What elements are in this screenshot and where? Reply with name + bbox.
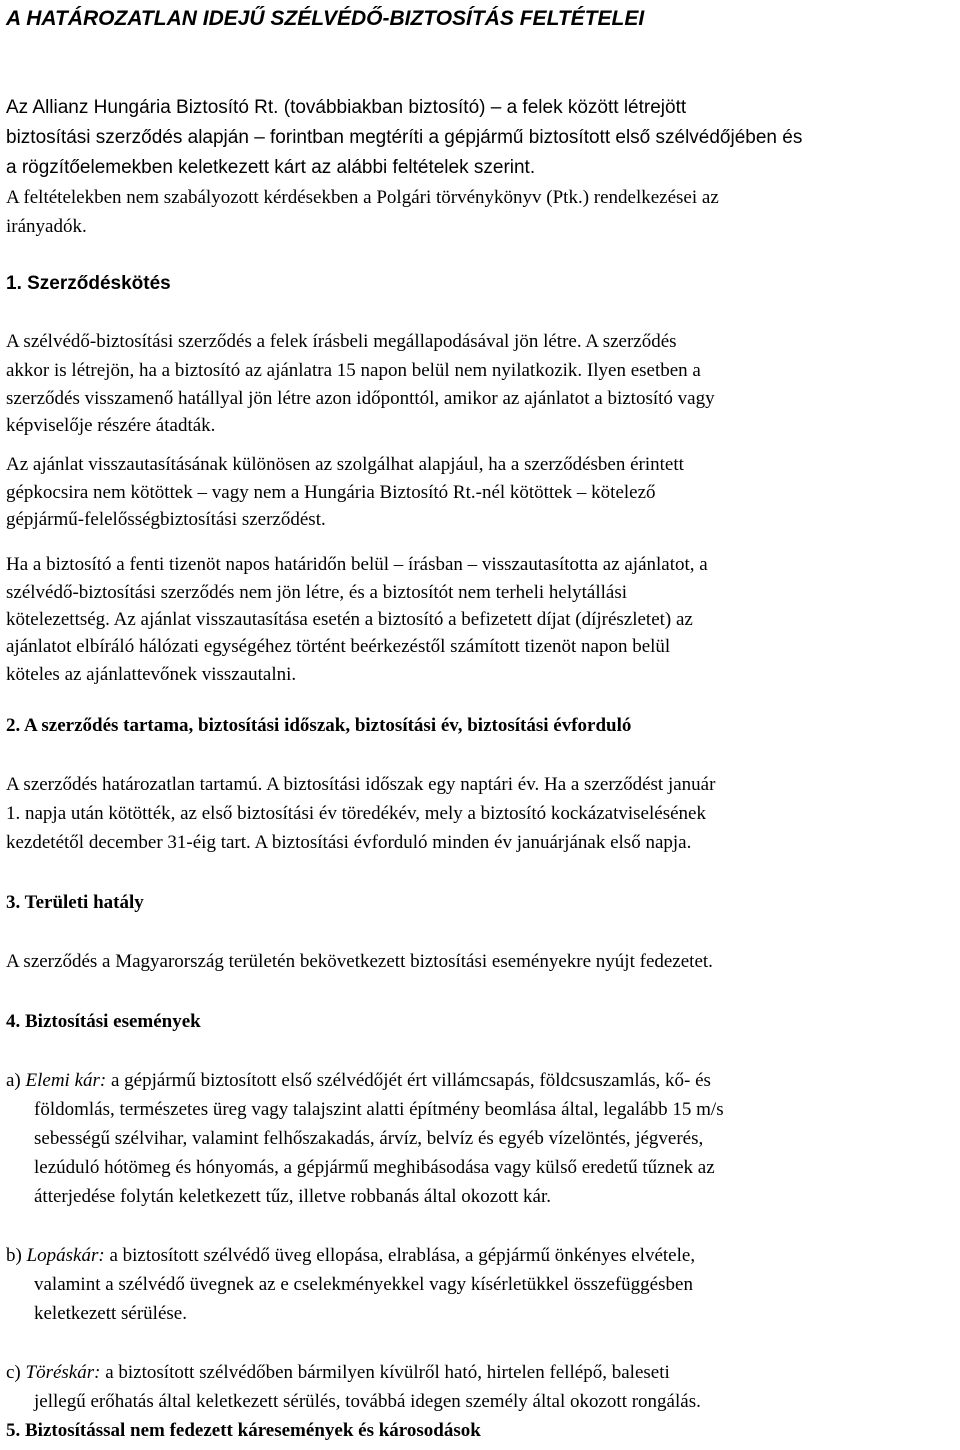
section-heading: 5. Biztosítással nem fedezett káresemények és károsodások bbox=[6, 1420, 481, 1441]
intro-line: biztosítási szerződés alapján – forintban megtéríti a gépjármű biztosított első szélvédőjében és bbox=[6, 127, 803, 148]
list-term: Elemi kár: bbox=[25, 1070, 107, 1091]
section-heading: 3. Területi hatály bbox=[6, 892, 144, 913]
list-term: Töréskár: bbox=[25, 1362, 101, 1383]
list-term: Lopáskár: bbox=[26, 1245, 105, 1266]
paragraph-line: gépkocsira nem kötöttek – vagy nem a Hungária Biztosító Rt.-nél kötöttek – kötelező bbox=[6, 482, 656, 503]
document-title: A HATÁROZATLAN IDEJŰ SZÉLVÉDŐ-BIZTOSÍTÁS FELTÉTELEI bbox=[6, 7, 645, 30]
paragraph-line: kötelezettség. Az ajánlat visszautasítása esetén a biztosító a befizetett díjat (díjrészletet) az bbox=[6, 609, 693, 630]
list-item-c bbox=[6, 1359, 670, 1387]
paragraph-line: kezdetétől december 31-éig tart. A biztosítási évforduló minden év januárjának első napja. bbox=[6, 832, 692, 853]
list-continuation: keletkezett sérülése. bbox=[34, 1303, 187, 1324]
list-text: a biztosított szélvédő üveg ellopása, elrablása, a gépjármű önkényes elvétele, bbox=[109, 1245, 696, 1266]
paragraph-line: szélvédő-biztosítási szerződés nem jön létre, és a biztosítót nem terheli helytállási bbox=[6, 582, 627, 603]
paragraph-line: Ha a biztosító a fenti tizenöt napos határidőn belül – írásban – visszautasította az ajánlatot, a bbox=[6, 554, 708, 575]
intro-line: A feltételekben nem szabályozott kérdésekben a Polgári törvénykönyv (Ptk.) rendelkezései az bbox=[6, 187, 719, 208]
list-continuation: valamint a szélvédő üvegnek az e cselekményekkel vagy kísérletükkel összefüggésben bbox=[34, 1274, 693, 1295]
paragraph-line: képviselője részére átadták. bbox=[6, 415, 216, 436]
list-continuation: lezúduló hótömeg és hónyomás, a gépjármű meghibásodása vagy külső eredetű tűznek az bbox=[34, 1157, 715, 1178]
paragraph-line: A szerződés a Magyarország területén bekövetkezett biztosítási eseményekre nyújt fedezetet. bbox=[6, 951, 713, 972]
paragraph-line: 1. napja után kötötték, az első biztosítási év töredékév, mely a biztosító kockázatviselésének bbox=[6, 803, 706, 824]
list-text: a biztosított szélvédőben bármilyen kívülről ható, hirtelen fellépő, baleseti bbox=[105, 1362, 670, 1383]
section-heading: 1. Szerződéskötés bbox=[6, 273, 171, 294]
intro-line: a rögzítőelemekben keletkezett kárt az alábbi feltételek szerint. bbox=[6, 157, 536, 178]
paragraph-line: A szerződés határozatlan tartamú. A biztosítási időszak egy naptári év. Ha a szerződést január bbox=[6, 774, 716, 795]
list-text: a gépjármű biztosított első szélvédőjét ért villámcsapás, földcsuszamlás, kő- és bbox=[111, 1070, 711, 1091]
list-continuation: átterjedése folytán keletkezett tűz, illetve robbanás által okozott kár. bbox=[34, 1186, 552, 1207]
paragraph-line: szerződés visszamenő hatállyal jön létre azon időponttól, amikor az ajánlatot a biztosító vagy bbox=[6, 388, 715, 409]
intro-line: irányadók. bbox=[6, 216, 87, 237]
paragraph-line: A szélvédő-biztosítási szerződés a felek írásbeli megállapodásával jön létre. A szerződés bbox=[6, 331, 677, 352]
list-marker: c) bbox=[6, 1362, 21, 1383]
list-continuation: sebességű szélvihar, valamint felhőszakadás, árvíz, belvíz és egyéb vízelöntés, jégverés, bbox=[34, 1128, 704, 1149]
list-continuation: földomlás, természetes üreg vagy talajszint alatti építmény beomlása által, legalább 15 m/s bbox=[34, 1099, 724, 1120]
paragraph-line: akkor is létrejön, ha a biztosító az ajánlatra 15 napon belül nem nyilatkozik. Ilyen esetben a bbox=[6, 360, 701, 381]
paragraph-line: ajánlatot elbíráló hálózati egységéhez történt beérkezéstől számított tizenöt napon belül bbox=[6, 636, 671, 657]
list-item-a bbox=[6, 1067, 711, 1095]
section-heading: 4. Biztosítási események bbox=[6, 1011, 201, 1032]
paragraph-line: Az ajánlat visszautasításának különösen az szolgálhat alapjául, ha a szerződésben érintett bbox=[6, 454, 684, 475]
intro-line: Az Allianz Hungária Biztosító Rt. (továbbiakban biztosító) – a felek között létrejött bbox=[6, 97, 687, 118]
list-marker: a) bbox=[6, 1070, 21, 1091]
list-marker: b) bbox=[6, 1245, 22, 1266]
list-item-b bbox=[6, 1242, 695, 1270]
paragraph-line: gépjármű-felelősségbiztosítási szerződést. bbox=[6, 509, 326, 530]
section-heading: 2. A szerződés tartama, biztosítási időszak, biztosítási év, biztosítási évforduló bbox=[6, 715, 632, 736]
paragraph-line: köteles az ajánlattevőnek visszautalni. bbox=[6, 664, 297, 685]
list-continuation: jellegű erőhatás által keletkezett sérülés, továbbá idegen személy által okozott rongálás. bbox=[34, 1391, 701, 1412]
